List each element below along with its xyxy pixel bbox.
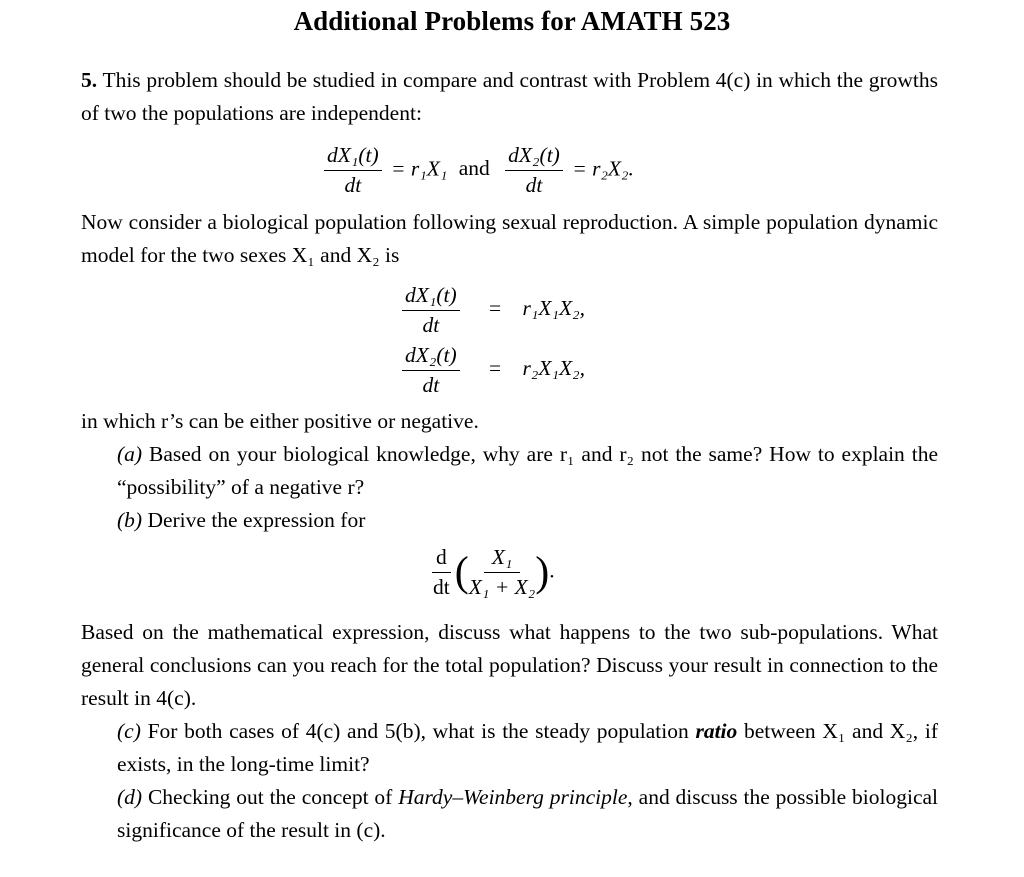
- sys2-equals: =: [489, 356, 502, 381]
- eq1-numerator-2: dX₂(t): [505, 143, 563, 171]
- eq1-rhs-1: = r₁X₁: [391, 156, 448, 181]
- eq1-and: and: [458, 156, 490, 181]
- part-b-label: (b): [117, 508, 143, 532]
- intro-paragraph: [81, 64, 938, 130]
- discussion-text: Based on the mathematical expression, discuss what happens to the two sub-populations. What general conclusions can you reach for the total population? Discuss your result in connection to the result in 4(c).: [81, 620, 938, 710]
- sys2-rhs: r₂X₁X₂,: [522, 356, 585, 381]
- sys1-denominator: dt: [422, 313, 440, 337]
- page-title: Additional Problems for AMATH 523: [293, 6, 731, 36]
- parts-a-b: [81, 405, 938, 537]
- sys1-equals: =: [489, 296, 502, 321]
- discussion-parts-c-d: [81, 616, 938, 847]
- model-paragraph: [81, 206, 938, 272]
- eq1-numerator-1: dX₁(t): [324, 143, 382, 171]
- part-d-label: (d): [117, 785, 143, 809]
- sys2-denominator: dt: [422, 373, 440, 397]
- part-d-italic: Hardy–Weinberg principle: [398, 785, 628, 809]
- problem-number: 5.: [81, 68, 98, 92]
- equation-independent-growth: [320, 143, 634, 198]
- part-b-text: Derive the expression for: [147, 508, 366, 532]
- part-c-bold: ratio: [695, 719, 738, 743]
- part-a-text: Based on your biological knowledge, why are r₁ and r₂ not the same? How to explain the “possibility” of a negative r?: [117, 442, 938, 499]
- ratio-derivative: $\frac{d}{dt}$ ( $\frac{\text{X₁}}{\text{X₁ + X₂}}$ ).: [433, 545, 555, 599]
- part-c-pre: For both cases of 4(c) and 5(b), what is the steady population: [147, 719, 689, 743]
- eq1-denominator-1: dt: [344, 173, 362, 197]
- system-equation-2: [398, 343, 585, 398]
- ratio-d: d: [432, 545, 451, 573]
- part-c-label: (c): [117, 719, 141, 743]
- eq1-rhs-2: = r₂X₂.: [572, 156, 634, 181]
- model-text-1: Now consider a biological population following sexual reproduction. A simple population dynamic model for the two sexes: [81, 210, 938, 267]
- ratio-period: .: [549, 558, 555, 583]
- part-d-pre: Checking out the concept of: [147, 785, 393, 809]
- system-equation-1: [398, 283, 585, 338]
- sys2-numerator: dX₂(t): [402, 343, 460, 371]
- eq1-denominator-2: dt: [525, 173, 543, 197]
- part-a-label: (a): [117, 442, 143, 466]
- part-c-post: between X₁ and X₂, if exists, in the long-time limit?: [117, 719, 939, 776]
- ratio-denominator: X₁ + X₂: [468, 575, 536, 599]
- sys1-numerator: dX₁(t): [402, 283, 460, 311]
- model-text-2: X₁ and X₂ is: [291, 243, 400, 267]
- ratio-numerator: X₁: [484, 545, 521, 573]
- sys1-rhs: r₁X₁X₂,: [522, 296, 585, 321]
- ratio-dt: dt: [433, 575, 450, 599]
- part-d-post: , and discuss the possible biological significance of the result in (c).: [117, 785, 939, 842]
- after-system-text: in which r’s can be either positive or negative.: [81, 409, 479, 433]
- intro-text: This problem should be studied in compare and contrast with Problem 4(c) in which the growths of two the populations are independent:: [81, 68, 938, 125]
